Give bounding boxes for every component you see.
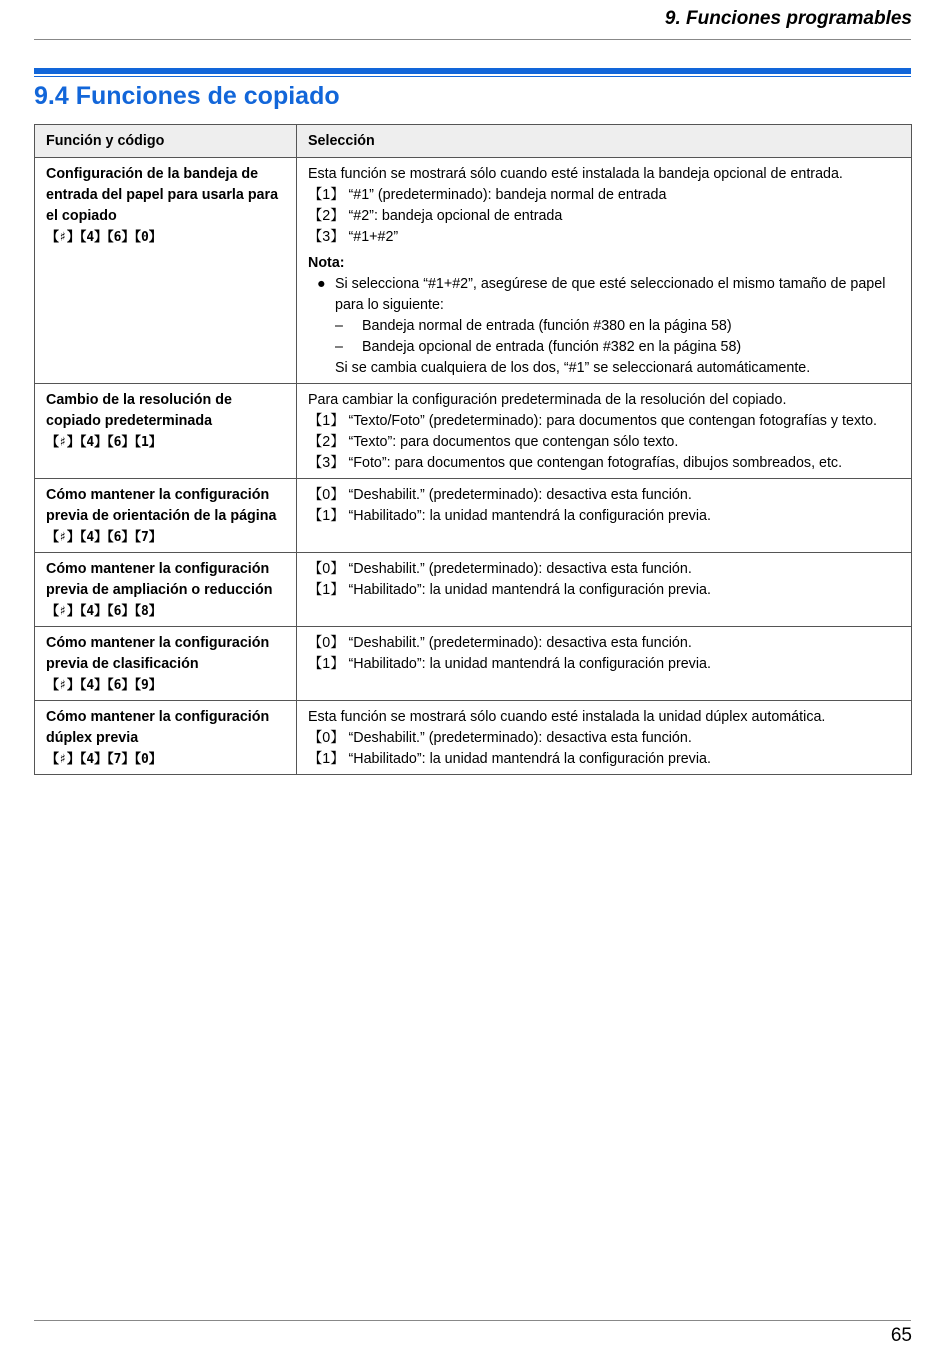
- selection-cell: [297, 627, 912, 701]
- function-code: 【♯】【4】【7】【0】: [46, 752, 162, 767]
- selection-option: 【2】 “#2”: bandeja opcional de entrada: [308, 208, 563, 224]
- selection-line: Para cambiar la configuración predeterminada de la resolución del copiado.: [308, 392, 787, 408]
- function-name: Cómo mantener la configuración previa de clasificación: [46, 635, 270, 672]
- selection-option: 【3】 “#1+#2”: [308, 229, 399, 245]
- note-bullet-text: Si selecciona “#1+#2”, asegúrese de que esté seleccionado el mismo tamaño de papel para lo siguiente:: [335, 276, 886, 313]
- selection-cell: [297, 701, 912, 775]
- selection-option: 【0】 “Deshabilit.” (predeterminado): desactiva esta función.: [308, 561, 692, 577]
- selection-cell: [297, 479, 912, 553]
- column-header-selection: Selección: [297, 125, 912, 158]
- function-code: 【♯】【4】【6】【8】: [46, 604, 162, 619]
- bullet-dot-icon: ●: [317, 276, 326, 292]
- selection-option: 【3】 “Foto”: para documentos que contengan fotografías, dibujos sombreados, etc.: [308, 455, 843, 471]
- running-header-title: 9. Funciones programables: [664, 8, 912, 29]
- function-cell: [35, 479, 297, 553]
- selection-option: 【1】 “Texto/Foto” (predeterminado): para documentos que contengan fotografías y texto.: [308, 413, 878, 429]
- table-row: [35, 701, 912, 775]
- table-row: [35, 158, 912, 384]
- selection-option: 【0】 “Deshabilit.” (predeterminado): desactiva esta función.: [308, 487, 692, 503]
- dash-icon: –: [335, 339, 343, 355]
- section-bar-thin: [34, 76, 911, 77]
- note-after-text: Si se cambia cualquiera de los dos, “#1” se seleccionará automáticamente.: [335, 360, 811, 376]
- selection-line: Esta función se mostrará sólo cuando esté instalada la unidad dúplex automática.: [308, 709, 826, 725]
- section-bar: [34, 68, 911, 74]
- selection-option: 【1】 “Habilitado”: la unidad mantendrá la configuración previa.: [308, 508, 711, 524]
- function-cell: [35, 701, 297, 775]
- page-number: 65: [890, 1325, 912, 1346]
- footer-rule: [34, 1320, 911, 1321]
- table-row: [35, 384, 912, 479]
- selection-cell: [297, 553, 912, 627]
- selection-cell: [297, 158, 912, 384]
- function-cell: [35, 627, 297, 701]
- selection-option: 【0】 “Deshabilit.” (predeterminado): desactiva esta función.: [308, 730, 692, 746]
- note-dash-item: [308, 316, 901, 337]
- function-code: 【♯】【4】【6】【0】: [46, 230, 162, 245]
- function-name: Cómo mantener la configuración previa de orientación de la página: [46, 487, 277, 524]
- note-bullet: [308, 274, 901, 316]
- function-code: 【♯】【4】【6】【1】: [46, 435, 162, 450]
- function-code: 【♯】【4】【6】【9】: [46, 678, 162, 693]
- selection-option: 【1】 “Habilitado”: la unidad mantendrá la configuración previa.: [308, 656, 711, 672]
- note-dash-item: [308, 337, 901, 358]
- note-dash-text: Bandeja normal de entrada (función #380 en la página 58): [362, 318, 732, 334]
- function-cell: [35, 158, 297, 384]
- function-code: 【♯】【4】【6】【7】: [46, 530, 162, 545]
- selection-option: 【1】 “#1” (predeterminado): bandeja normal de entrada: [308, 187, 667, 203]
- function-name: Cómo mantener la configuración previa de ampliación o reducción: [46, 561, 273, 598]
- selection-cell: [297, 384, 912, 479]
- column-header-function: Función y código: [35, 125, 297, 158]
- table-row: [35, 627, 912, 701]
- table-row: [35, 553, 912, 627]
- note-label: Nota:: [308, 255, 345, 271]
- function-name: Cómo mantener la configuración dúplex previa: [46, 709, 270, 746]
- section-title: 9.4 Funciones de copiado: [34, 82, 340, 110]
- selection-line: Esta función se mostrará sólo cuando esté instalada la bandeja opcional de entrada.: [308, 166, 843, 182]
- note-dash-text: Bandeja opcional de entrada (función #382 en la página 58): [362, 339, 742, 355]
- selection-option: 【0】 “Deshabilit.” (predeterminado): desactiva esta función.: [308, 635, 692, 651]
- table-row: [35, 479, 912, 553]
- function-name: Configuración de la bandeja de entrada del papel para usarla para el copiado: [46, 166, 279, 224]
- selection-option: 【1】 “Habilitado”: la unidad mantendrá la configuración previa.: [308, 751, 711, 767]
- selection-option: 【1】 “Habilitado”: la unidad mantendrá la configuración previa.: [308, 582, 711, 598]
- function-cell: [35, 384, 297, 479]
- dash-icon: –: [335, 318, 343, 334]
- function-name: Cambio de la resolución de copiado predeterminada: [46, 392, 232, 429]
- function-cell: [35, 553, 297, 627]
- header-rule: [34, 39, 911, 40]
- selection-option: 【2】 “Texto”: para documentos que contengan sólo texto.: [308, 434, 679, 450]
- table-header-row: [35, 125, 912, 158]
- functions-table: [34, 124, 912, 775]
